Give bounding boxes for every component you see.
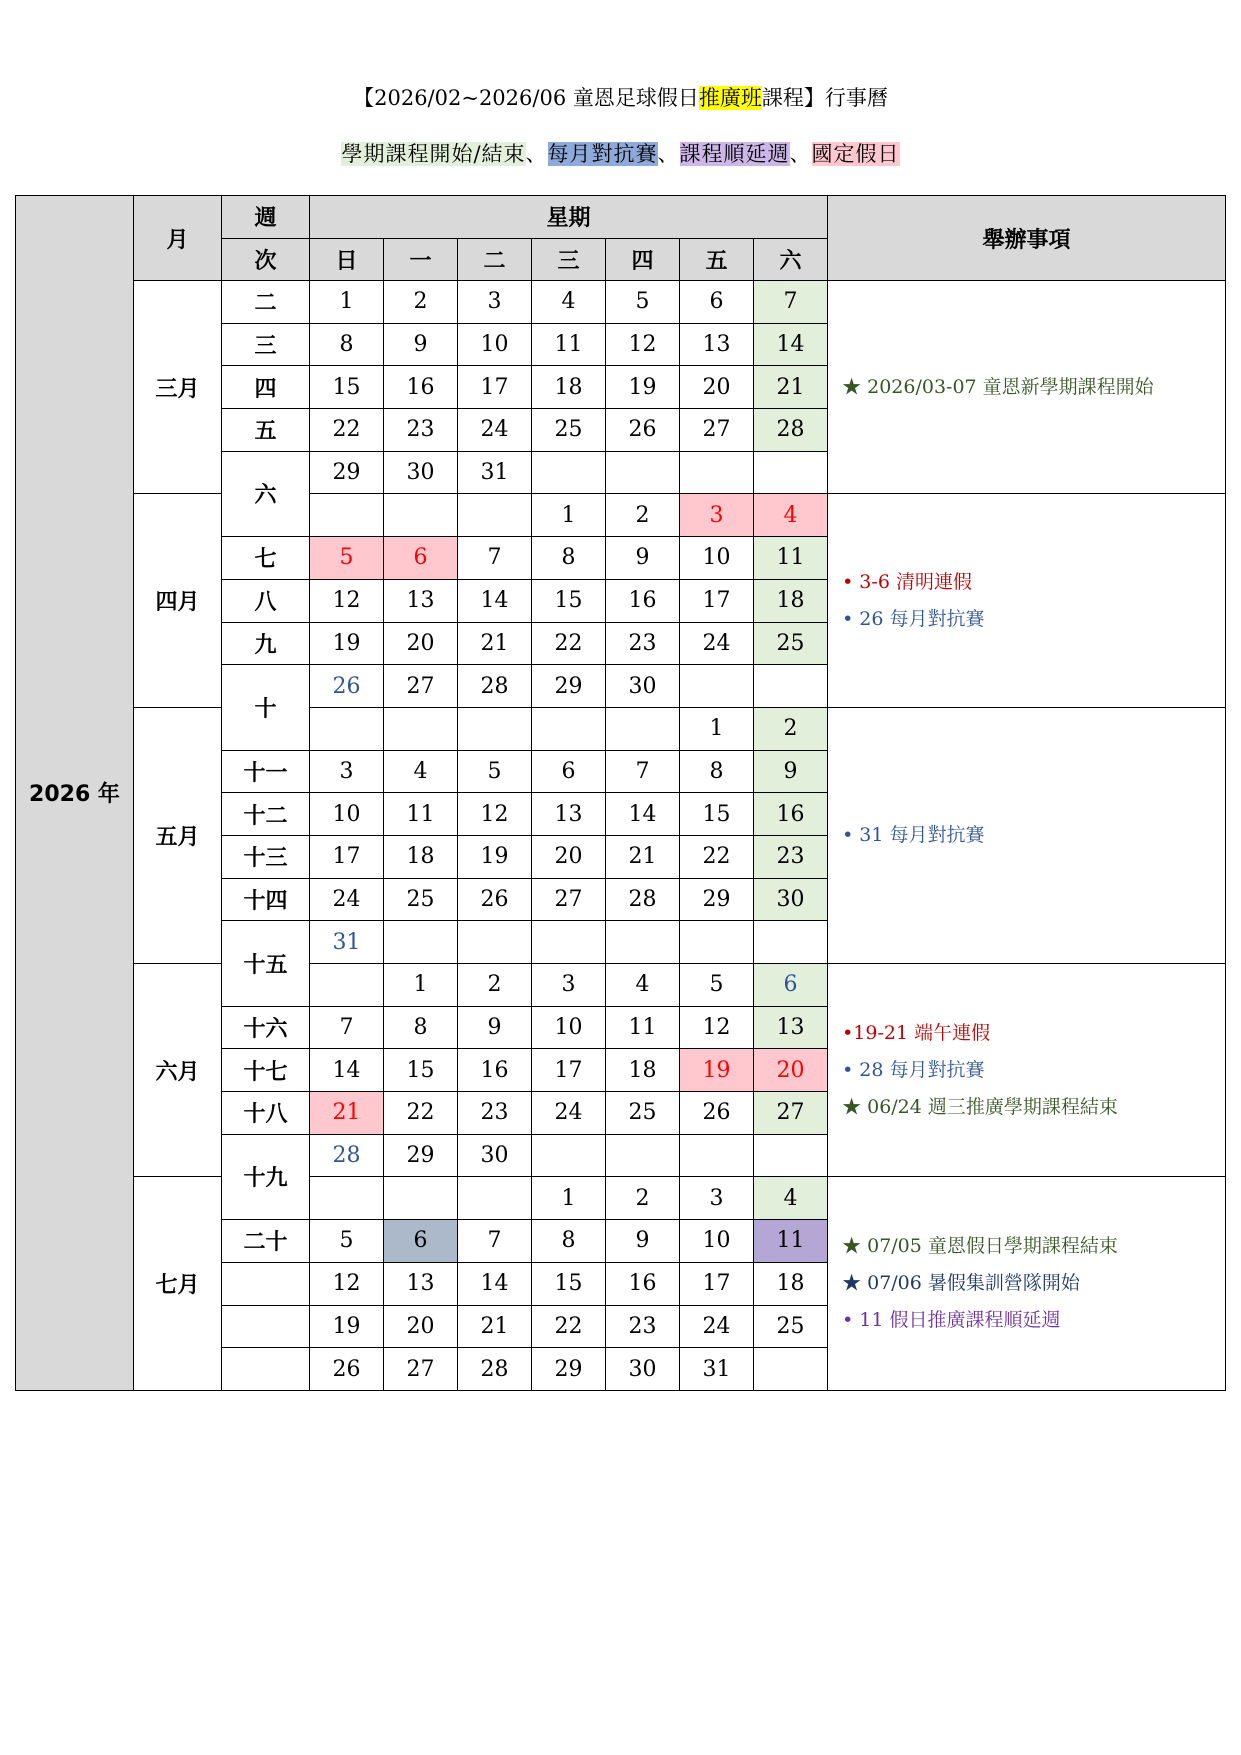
day-cell: 11 bbox=[606, 1006, 680, 1049]
day-cell: 29 bbox=[310, 451, 384, 494]
day-cell: 7 bbox=[310, 1006, 384, 1049]
day-cell: 10 bbox=[680, 1220, 754, 1263]
color-legend bbox=[0, 138, 1241, 168]
day-header-mon: 一 bbox=[384, 238, 458, 281]
day-cell: 10 bbox=[458, 323, 532, 366]
day-cell: 29 bbox=[680, 878, 754, 921]
legend-sep: 、 bbox=[789, 142, 812, 166]
day-header-thu: 四 bbox=[606, 238, 680, 281]
day-cell bbox=[458, 1177, 532, 1220]
year-cell: 2026 年 bbox=[16, 196, 134, 1391]
day-cell bbox=[310, 964, 384, 1007]
day-cell: 29 bbox=[532, 1348, 606, 1391]
day-cell: 20 bbox=[680, 366, 754, 409]
day-cell: 9 bbox=[384, 323, 458, 366]
week-cell: 十七 bbox=[222, 1049, 310, 1092]
week-cell: 十六 bbox=[222, 1006, 310, 1049]
table-row bbox=[16, 494, 1226, 537]
week-cell: 十 bbox=[222, 665, 310, 750]
day-cell: 26 bbox=[680, 1092, 754, 1135]
day-cell: 17 bbox=[310, 835, 384, 878]
day-cell bbox=[384, 1177, 458, 1220]
day-cell: 7 bbox=[754, 281, 828, 324]
day-cell: 22 bbox=[680, 835, 754, 878]
day-cell: 25 bbox=[532, 409, 606, 452]
week-cell: 六 bbox=[222, 451, 310, 536]
day-cell: 22 bbox=[310, 409, 384, 452]
day-cell bbox=[754, 451, 828, 494]
page-title bbox=[0, 82, 1241, 112]
day-cell: 5 bbox=[606, 281, 680, 324]
day-cell bbox=[310, 707, 384, 750]
week-cell bbox=[222, 1348, 310, 1391]
day-header-wed: 三 bbox=[532, 238, 606, 281]
day-cell: 14 bbox=[310, 1049, 384, 1092]
week-cell: 十二 bbox=[222, 793, 310, 836]
legend-sep: 、 bbox=[525, 142, 548, 166]
day-cell: 13 bbox=[680, 323, 754, 366]
day-cell: 2 bbox=[606, 1177, 680, 1220]
day-header-fri: 五 bbox=[680, 238, 754, 281]
day-cell: 25 bbox=[754, 1305, 828, 1348]
day-cell: 26 bbox=[606, 409, 680, 452]
day-cell bbox=[754, 1134, 828, 1177]
day-cell: 2 bbox=[606, 494, 680, 537]
day-cell: 20 bbox=[754, 1049, 828, 1092]
events-header: 舉辦事項 bbox=[828, 196, 1226, 281]
day-cell: 22 bbox=[532, 622, 606, 665]
day-cell bbox=[606, 1134, 680, 1177]
day-cell: 11 bbox=[384, 793, 458, 836]
day-cell: 13 bbox=[384, 579, 458, 622]
day-cell: 28 bbox=[754, 409, 828, 452]
day-cell: 14 bbox=[458, 1262, 532, 1305]
day-cell bbox=[384, 707, 458, 750]
table-row bbox=[16, 281, 1226, 324]
day-cell bbox=[532, 707, 606, 750]
day-cell: 9 bbox=[606, 537, 680, 580]
day-cell: 15 bbox=[532, 579, 606, 622]
event-item: • 26 每月對抗賽 bbox=[842, 607, 985, 630]
month-cell-april: 四月 bbox=[134, 494, 222, 707]
week-cell: 十八 bbox=[222, 1092, 310, 1135]
day-cell: 23 bbox=[754, 835, 828, 878]
day-cell: 30 bbox=[606, 665, 680, 708]
day-cell: 21 bbox=[310, 1092, 384, 1135]
day-cell: 2 bbox=[754, 707, 828, 750]
day-cell: 16 bbox=[458, 1049, 532, 1092]
day-cell: 31 bbox=[310, 921, 384, 964]
day-cell: 1 bbox=[384, 964, 458, 1007]
day-cell: 1 bbox=[532, 494, 606, 537]
day-cell: 3 bbox=[458, 281, 532, 324]
week-cell: 三 bbox=[222, 323, 310, 366]
calendar-table bbox=[15, 195, 1226, 1391]
day-cell: 5 bbox=[310, 1220, 384, 1263]
day-cell: 30 bbox=[384, 451, 458, 494]
event-item: • 28 每月對抗賽 bbox=[842, 1058, 985, 1081]
week-cell: 十三 bbox=[222, 835, 310, 878]
week-cell: 十四 bbox=[222, 878, 310, 921]
day-cell: 10 bbox=[310, 793, 384, 836]
day-cell: 7 bbox=[606, 750, 680, 793]
month-cell-may: 五月 bbox=[134, 707, 222, 963]
day-cell: 27 bbox=[384, 1348, 458, 1391]
day-cell: 30 bbox=[458, 1134, 532, 1177]
event-item: ★ 2026/03-07 童恩新學期課程開始 bbox=[842, 375, 1154, 398]
day-cell: 3 bbox=[680, 1177, 754, 1220]
legend-red: 國定假日 bbox=[811, 142, 900, 166]
week-cell: 十一 bbox=[222, 750, 310, 793]
day-cell bbox=[680, 665, 754, 708]
day-cell: 19 bbox=[310, 622, 384, 665]
event-item: • 3-6 清明連假 bbox=[842, 570, 972, 593]
day-cell: 14 bbox=[606, 793, 680, 836]
day-cell: 29 bbox=[532, 665, 606, 708]
day-cell: 16 bbox=[754, 793, 828, 836]
day-cell: 22 bbox=[532, 1305, 606, 1348]
day-cell: 21 bbox=[458, 622, 532, 665]
day-cell: 9 bbox=[458, 1006, 532, 1049]
legend-purple: 課程順延週 bbox=[679, 142, 790, 166]
day-cell: 19 bbox=[458, 835, 532, 878]
week-header-top: 週 bbox=[222, 196, 310, 239]
day-cell: 18 bbox=[754, 1262, 828, 1305]
day-cell: 8 bbox=[310, 323, 384, 366]
week-cell bbox=[222, 1262, 310, 1305]
events-june bbox=[828, 964, 1226, 1177]
day-cell: 15 bbox=[680, 793, 754, 836]
day-cell bbox=[680, 451, 754, 494]
day-cell: 31 bbox=[680, 1348, 754, 1391]
day-cell: 4 bbox=[606, 964, 680, 1007]
day-cell: 17 bbox=[680, 1262, 754, 1305]
day-cell: 24 bbox=[680, 622, 754, 665]
day-cell bbox=[606, 921, 680, 964]
week-header-bottom: 次 bbox=[222, 238, 310, 281]
day-cell bbox=[458, 707, 532, 750]
week-cell: 九 bbox=[222, 622, 310, 665]
day-cell bbox=[754, 1348, 828, 1391]
day-cell bbox=[680, 1134, 754, 1177]
month-cell-july: 七月 bbox=[134, 1177, 222, 1390]
events-july bbox=[828, 1177, 1226, 1390]
day-cell: 18 bbox=[532, 366, 606, 409]
day-cell: 15 bbox=[310, 366, 384, 409]
title-highlight: 推廣班 bbox=[698, 86, 762, 110]
events-may bbox=[828, 707, 1226, 963]
day-cell: 1 bbox=[680, 707, 754, 750]
day-cell: 29 bbox=[384, 1134, 458, 1177]
month-cell-june: 六月 bbox=[134, 964, 222, 1177]
day-cell: 14 bbox=[458, 579, 532, 622]
day-cell: 10 bbox=[532, 1006, 606, 1049]
day-cell: 23 bbox=[606, 622, 680, 665]
day-cell: 21 bbox=[754, 366, 828, 409]
day-cell: 8 bbox=[384, 1006, 458, 1049]
day-cell bbox=[384, 921, 458, 964]
day-cell: 15 bbox=[384, 1049, 458, 1092]
day-cell bbox=[458, 921, 532, 964]
day-cell bbox=[458, 494, 532, 537]
day-cell: 25 bbox=[384, 878, 458, 921]
day-cell: 2 bbox=[458, 964, 532, 1007]
day-cell: 3 bbox=[680, 494, 754, 537]
day-cell: 24 bbox=[310, 878, 384, 921]
day-cell bbox=[532, 451, 606, 494]
day-cell: 24 bbox=[532, 1092, 606, 1135]
day-cell: 10 bbox=[680, 537, 754, 580]
events-march bbox=[828, 281, 1226, 494]
legend-green: 學期課程開始/結束 bbox=[341, 142, 526, 166]
day-cell: 12 bbox=[310, 1262, 384, 1305]
day-cell: 22 bbox=[384, 1092, 458, 1135]
day-cell: 17 bbox=[458, 366, 532, 409]
day-cell: 17 bbox=[532, 1049, 606, 1092]
event-item: ★ 07/05 童恩假日學期課程結束 bbox=[842, 1235, 1118, 1258]
event-item: • 31 每月對抗賽 bbox=[842, 823, 985, 846]
week-cell bbox=[222, 1305, 310, 1348]
day-cell bbox=[754, 921, 828, 964]
title-suffix: 課程】行事曆 bbox=[761, 86, 888, 110]
day-cell: 26 bbox=[458, 878, 532, 921]
day-cell bbox=[532, 921, 606, 964]
day-cell: 3 bbox=[310, 750, 384, 793]
day-cell: 16 bbox=[606, 1262, 680, 1305]
week-cell: 五 bbox=[222, 409, 310, 452]
day-cell: 12 bbox=[310, 579, 384, 622]
week-cell: 四 bbox=[222, 366, 310, 409]
week-cell: 二 bbox=[222, 281, 310, 324]
day-cell: 30 bbox=[754, 878, 828, 921]
day-cell: 23 bbox=[606, 1305, 680, 1348]
day-cell: 2 bbox=[384, 281, 458, 324]
day-cell: 17 bbox=[680, 579, 754, 622]
day-cell: 18 bbox=[606, 1049, 680, 1092]
day-cell: 4 bbox=[532, 281, 606, 324]
legend-blue: 每月對抗賽 bbox=[547, 142, 658, 166]
day-cell: 8 bbox=[532, 537, 606, 580]
day-header-sun: 日 bbox=[310, 238, 384, 281]
day-cell: 5 bbox=[458, 750, 532, 793]
day-cell bbox=[532, 1134, 606, 1177]
day-header-tue: 二 bbox=[458, 238, 532, 281]
day-cell: 12 bbox=[458, 793, 532, 836]
day-cell: 28 bbox=[458, 1348, 532, 1391]
week-cell: 十九 bbox=[222, 1134, 310, 1219]
day-cell: 16 bbox=[384, 366, 458, 409]
day-cell: 18 bbox=[754, 579, 828, 622]
day-cell bbox=[310, 1177, 384, 1220]
day-cell: 14 bbox=[754, 323, 828, 366]
day-cell: 24 bbox=[680, 1305, 754, 1348]
day-cell: 6 bbox=[384, 1220, 458, 1263]
title-prefix: 【2026/02~2026/06 童恩足球假日 bbox=[353, 86, 699, 110]
day-cell: 1 bbox=[310, 281, 384, 324]
day-cell bbox=[680, 921, 754, 964]
day-cell: 27 bbox=[532, 878, 606, 921]
day-cell: 16 bbox=[606, 579, 680, 622]
day-cell bbox=[384, 494, 458, 537]
day-cell: 3 bbox=[532, 964, 606, 1007]
day-cell: 5 bbox=[680, 964, 754, 1007]
day-cell: 28 bbox=[606, 878, 680, 921]
day-cell: 11 bbox=[754, 537, 828, 580]
event-item: •19-21 端午連假 bbox=[842, 1021, 991, 1044]
month-header: 月 bbox=[134, 196, 222, 281]
day-cell: 8 bbox=[532, 1220, 606, 1263]
day-header-sat: 六 bbox=[754, 238, 828, 281]
day-cell: 23 bbox=[384, 409, 458, 452]
day-cell: 6 bbox=[384, 537, 458, 580]
events-april bbox=[828, 494, 1226, 707]
day-cell: 7 bbox=[458, 1220, 532, 1263]
day-cell: 12 bbox=[680, 1006, 754, 1049]
day-cell: 12 bbox=[606, 323, 680, 366]
day-cell: 7 bbox=[458, 537, 532, 580]
table-row bbox=[16, 964, 1226, 1007]
day-cell: 30 bbox=[606, 1348, 680, 1391]
week-cell: 十五 bbox=[222, 921, 310, 1006]
day-cell: 20 bbox=[384, 622, 458, 665]
table-row bbox=[16, 1177, 1226, 1220]
day-cell: 5 bbox=[310, 537, 384, 580]
day-cell: 19 bbox=[680, 1049, 754, 1092]
day-cell: 13 bbox=[532, 793, 606, 836]
day-cell: 1 bbox=[532, 1177, 606, 1220]
week-cell: 二十 bbox=[222, 1220, 310, 1263]
event-item: ★ 06/24 週三推廣學期課程結束 bbox=[842, 1095, 1118, 1118]
day-cell: 20 bbox=[532, 835, 606, 878]
day-cell: 9 bbox=[606, 1220, 680, 1263]
day-cell: 20 bbox=[384, 1305, 458, 1348]
day-cell bbox=[754, 665, 828, 708]
day-cell: 27 bbox=[754, 1092, 828, 1135]
day-cell: 25 bbox=[754, 622, 828, 665]
table-row bbox=[16, 707, 1226, 750]
day-cell: 13 bbox=[754, 1006, 828, 1049]
day-cell bbox=[606, 707, 680, 750]
day-cell: 6 bbox=[532, 750, 606, 793]
day-cell bbox=[606, 451, 680, 494]
day-cell: 4 bbox=[384, 750, 458, 793]
day-cell: 24 bbox=[458, 409, 532, 452]
day-cell: 4 bbox=[754, 494, 828, 537]
day-cell: 6 bbox=[680, 281, 754, 324]
event-item: • 11 假日推廣課程順延週 bbox=[842, 1309, 1061, 1332]
day-cell: 31 bbox=[458, 451, 532, 494]
day-cell: 26 bbox=[310, 1348, 384, 1391]
day-cell: 8 bbox=[680, 750, 754, 793]
month-cell-march: 三月 bbox=[134, 281, 222, 494]
day-cell: 21 bbox=[458, 1305, 532, 1348]
day-cell: 15 bbox=[532, 1262, 606, 1305]
day-cell: 13 bbox=[384, 1262, 458, 1305]
day-cell: 28 bbox=[458, 665, 532, 708]
day-cell: 9 bbox=[754, 750, 828, 793]
day-cell: 19 bbox=[606, 366, 680, 409]
weekday-group-header: 星期 bbox=[310, 196, 828, 239]
day-cell: 11 bbox=[754, 1220, 828, 1263]
day-cell: 11 bbox=[532, 323, 606, 366]
week-cell: 七 bbox=[222, 537, 310, 580]
day-cell: 18 bbox=[384, 835, 458, 878]
day-cell: 6 bbox=[754, 964, 828, 1007]
day-cell: 28 bbox=[310, 1134, 384, 1177]
day-cell: 23 bbox=[458, 1092, 532, 1135]
day-cell: 25 bbox=[606, 1092, 680, 1135]
day-cell: 26 bbox=[310, 665, 384, 708]
day-cell bbox=[310, 494, 384, 537]
week-cell: 八 bbox=[222, 579, 310, 622]
day-cell: 19 bbox=[310, 1305, 384, 1348]
day-cell: 27 bbox=[384, 665, 458, 708]
day-cell: 21 bbox=[606, 835, 680, 878]
day-cell: 4 bbox=[754, 1177, 828, 1220]
legend-sep: 、 bbox=[657, 142, 680, 166]
day-cell: 27 bbox=[680, 409, 754, 452]
event-item: ★ 07/06 暑假集訓營隊開始 bbox=[842, 1272, 1080, 1295]
